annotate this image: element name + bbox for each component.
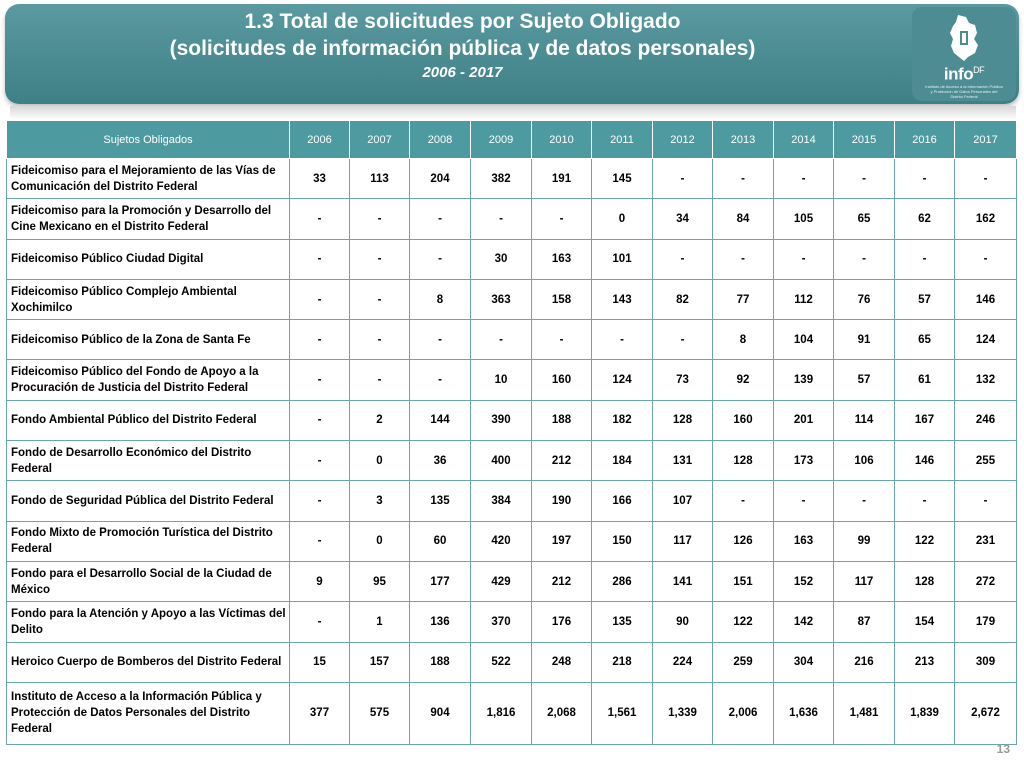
value-cell: 152: [774, 561, 834, 601]
value-cell: 113: [350, 159, 410, 199]
value-cell: 101: [592, 239, 653, 279]
subject-name-cell: Fideicomiso para el Mejoramiento de las Vías de Comunicación del Distrito Federal: [7, 159, 290, 199]
value-cell: -: [955, 481, 1017, 521]
value-cell: 106: [834, 441, 895, 481]
value-cell: 151: [713, 561, 774, 601]
city-map-icon: [944, 13, 984, 63]
value-cell: 304: [774, 642, 834, 682]
value-cell: 522: [471, 642, 532, 682]
subject-name-cell: Fondo Ambiental Público del Distrito Federal: [7, 400, 290, 440]
logo-word: info$^{DF}$: [943, 64, 985, 84]
value-cell: 1,481: [834, 682, 895, 744]
value-cell: 73: [653, 360, 713, 400]
value-cell: 154: [895, 602, 955, 642]
value-cell: 201: [774, 400, 834, 440]
value-cell: 105: [774, 199, 834, 239]
value-cell: 1,839: [895, 682, 955, 744]
table-row: [7, 481, 1017, 521]
value-cell: 65: [834, 199, 895, 239]
value-cell: 400: [471, 441, 532, 481]
value-cell: 213: [895, 642, 955, 682]
value-cell: 259: [713, 642, 774, 682]
value-cell: -: [410, 360, 471, 400]
value-cell: 158: [532, 279, 592, 319]
value-cell: -: [713, 239, 774, 279]
value-cell: 163: [774, 521, 834, 561]
value-cell: 146: [895, 441, 955, 481]
value-cell: 2,672: [955, 682, 1017, 744]
value-cell: 144: [410, 400, 471, 440]
subject-name-cell: Fondo Mixto de Promoción Turística del Distrito Federal: [7, 521, 290, 561]
value-cell: 34: [653, 199, 713, 239]
value-cell: 150: [592, 521, 653, 561]
value-cell: -: [290, 320, 350, 360]
value-cell: 2,068: [532, 682, 592, 744]
value-cell: -: [653, 239, 713, 279]
value-cell: 57: [834, 360, 895, 400]
value-cell: 204: [410, 159, 471, 199]
subject-name-cell: Fideicomiso Público Ciudad Digital: [7, 239, 290, 279]
value-cell: -: [410, 320, 471, 360]
value-cell: 309: [955, 642, 1017, 682]
table-row: [7, 642, 1017, 682]
table-row: [7, 279, 1017, 319]
value-cell: -: [532, 199, 592, 239]
value-cell: 33: [290, 159, 350, 199]
value-cell: 65: [895, 320, 955, 360]
value-cell: 190: [532, 481, 592, 521]
requests-table: [6, 120, 1017, 745]
value-cell: 160: [532, 360, 592, 400]
page-number: 13: [996, 742, 1010, 756]
value-cell: -: [955, 159, 1017, 199]
page-subtitle: (solicitudes de información pública y de datos personales): [169, 37, 756, 60]
column-header-year: 2012: [653, 121, 713, 159]
value-cell: 1,339: [653, 682, 713, 744]
value-cell: 248: [532, 642, 592, 682]
value-cell: 246: [955, 400, 1017, 440]
value-cell: 131: [653, 441, 713, 481]
value-cell: 0: [350, 521, 410, 561]
value-cell: -: [774, 239, 834, 279]
value-cell: 112: [774, 279, 834, 319]
subject-name-cell: Fideicomiso Público Complejo Ambiental Xochimilco: [7, 279, 290, 319]
value-cell: 132: [955, 360, 1017, 400]
value-cell: 143: [592, 279, 653, 319]
value-cell: 176: [532, 602, 592, 642]
subject-name-cell: Heroico Cuerpo de Bomberos del Distrito Federal: [7, 642, 290, 682]
table-row: [7, 400, 1017, 440]
subject-name-cell: Fondo de Desarrollo Económico del Distrito Federal: [7, 441, 290, 481]
column-header-year: 2009: [471, 121, 532, 159]
value-cell: 90: [653, 602, 713, 642]
column-header-year: 2016: [895, 121, 955, 159]
value-cell: 157: [350, 642, 410, 682]
value-cell: -: [290, 239, 350, 279]
value-cell: 218: [592, 642, 653, 682]
value-cell: -: [290, 521, 350, 561]
title-banner: [5, 4, 1019, 104]
value-cell: 1,561: [592, 682, 653, 744]
value-cell: 384: [471, 481, 532, 521]
subject-name-cell: Fondo para la Atención y Apoyo a las Víctimas del Delito: [7, 602, 290, 642]
value-cell: -: [350, 320, 410, 360]
value-cell: 128: [653, 400, 713, 440]
value-cell: -: [834, 239, 895, 279]
value-cell: -: [290, 400, 350, 440]
value-cell: -: [532, 320, 592, 360]
subject-name-cell: Fideicomiso Público de la Zona de Santa Fe: [7, 320, 290, 360]
table-row: [7, 441, 1017, 481]
value-cell: 122: [895, 521, 955, 561]
table-row: [7, 199, 1017, 239]
value-cell: 166: [592, 481, 653, 521]
subject-name-cell: Fideicomiso Público del Fondo de Apoyo a la Procuración de Justicia del Distrito Federal: [7, 360, 290, 400]
logo-subtitle: Instituto de Acceso a la Información Pública y Protección de Datos Personales del Distrito Federal: [925, 83, 1003, 99]
table-row: [7, 682, 1017, 744]
value-cell: 146: [955, 279, 1017, 319]
value-cell: 8: [410, 279, 471, 319]
value-cell: 255: [955, 441, 1017, 481]
banner-shadow: [10, 106, 1016, 120]
value-cell: 30: [471, 239, 532, 279]
value-cell: 92: [713, 360, 774, 400]
value-cell: 163: [532, 239, 592, 279]
value-cell: -: [834, 481, 895, 521]
value-cell: 60: [410, 521, 471, 561]
value-cell: 191: [532, 159, 592, 199]
value-cell: 2,006: [713, 682, 774, 744]
value-cell: 1: [350, 602, 410, 642]
value-cell: -: [955, 239, 1017, 279]
value-cell: 10: [471, 360, 532, 400]
value-cell: 82: [653, 279, 713, 319]
value-cell: 104: [774, 320, 834, 360]
subject-name-cell: Fideicomiso para la Promoción y Desarrollo del Cine Mexicano en el Distrito Federal: [7, 199, 290, 239]
value-cell: 3: [350, 481, 410, 521]
table-body: [7, 159, 1017, 745]
column-header-year: 2013: [713, 121, 774, 159]
value-cell: 162: [955, 199, 1017, 239]
column-header-year: 2007: [350, 121, 410, 159]
value-cell: 36: [410, 441, 471, 481]
value-cell: 61: [895, 360, 955, 400]
value-cell: -: [895, 159, 955, 199]
value-cell: 0: [350, 441, 410, 481]
value-cell: 76: [834, 279, 895, 319]
value-cell: 182: [592, 400, 653, 440]
value-cell: -: [471, 199, 532, 239]
value-cell: 167: [895, 400, 955, 440]
value-cell: 197: [532, 521, 592, 561]
column-header-year: 2006: [290, 121, 350, 159]
value-cell: -: [350, 279, 410, 319]
value-cell: 99: [834, 521, 895, 561]
table-row: [7, 239, 1017, 279]
value-cell: -: [290, 602, 350, 642]
value-cell: 231: [955, 521, 1017, 561]
value-cell: 370: [471, 602, 532, 642]
value-cell: 117: [834, 561, 895, 601]
value-cell: -: [653, 159, 713, 199]
value-cell: 224: [653, 642, 713, 682]
value-cell: -: [713, 481, 774, 521]
value-cell: 62: [895, 199, 955, 239]
column-header-year: 2011: [592, 121, 653, 159]
table-row: [7, 561, 1017, 601]
title-block: [5, 8, 920, 84]
value-cell: -: [290, 199, 350, 239]
page-title: 1.3 Total de solicitudes por Sujeto Obligado: [244, 10, 681, 33]
value-cell: 91: [834, 320, 895, 360]
value-cell: -: [774, 481, 834, 521]
value-cell: 15: [290, 642, 350, 682]
column-header-year: 2015: [834, 121, 895, 159]
value-cell: -: [290, 360, 350, 400]
subject-name-cell: Fondo para el Desarrollo Social de la Ciudad de México: [7, 561, 290, 601]
column-header-year: 2014: [774, 121, 834, 159]
column-header-year: 2010: [532, 121, 592, 159]
value-cell: 184: [592, 441, 653, 481]
value-cell: 2: [350, 400, 410, 440]
value-cell: -: [350, 360, 410, 400]
value-cell: 107: [653, 481, 713, 521]
value-cell: 136: [410, 602, 471, 642]
value-cell: -: [290, 441, 350, 481]
value-cell: 142: [774, 602, 834, 642]
table-row: [7, 521, 1017, 561]
value-cell: 0: [592, 199, 653, 239]
value-cell: 377: [290, 682, 350, 744]
table-row: [7, 602, 1017, 642]
value-cell: 128: [713, 441, 774, 481]
value-cell: 135: [410, 481, 471, 521]
value-cell: 128: [895, 561, 955, 601]
value-cell: -: [713, 159, 774, 199]
value-cell: 84: [713, 199, 774, 239]
value-cell: 1,816: [471, 682, 532, 744]
value-cell: -: [350, 239, 410, 279]
value-cell: 420: [471, 521, 532, 561]
table-row: [7, 159, 1017, 199]
value-cell: -: [290, 279, 350, 319]
value-cell: 216: [834, 642, 895, 682]
value-cell: 429: [471, 561, 532, 601]
value-cell: 124: [955, 320, 1017, 360]
value-cell: 904: [410, 682, 471, 744]
value-cell: 122: [713, 602, 774, 642]
value-cell: 575: [350, 682, 410, 744]
value-cell: 135: [592, 602, 653, 642]
column-header-year: 2008: [410, 121, 471, 159]
value-cell: -: [895, 239, 955, 279]
value-cell: -: [290, 481, 350, 521]
subject-name-cell: Instituto de Acceso a la Información Pública y Protección de Datos Personales del Distrito Federal: [7, 682, 290, 744]
value-cell: 141: [653, 561, 713, 601]
value-cell: -: [774, 159, 834, 199]
infodf-logo: [912, 7, 1016, 101]
value-cell: 179: [955, 602, 1017, 642]
value-cell: -: [834, 159, 895, 199]
value-cell: 139: [774, 360, 834, 400]
value-cell: -: [410, 199, 471, 239]
value-cell: 188: [410, 642, 471, 682]
column-header-year: 2017: [955, 121, 1017, 159]
value-cell: 77: [713, 279, 774, 319]
column-header-subject: Sujetos Obligados: [7, 121, 290, 159]
value-cell: 212: [532, 561, 592, 601]
value-cell: -: [653, 320, 713, 360]
value-cell: -: [895, 481, 955, 521]
table-row: [7, 360, 1017, 400]
value-cell: 145: [592, 159, 653, 199]
table-row: [7, 320, 1017, 360]
value-cell: 95: [350, 561, 410, 601]
value-cell: 160: [713, 400, 774, 440]
value-cell: 390: [471, 400, 532, 440]
value-cell: 124: [592, 360, 653, 400]
value-cell: 8: [713, 320, 774, 360]
value-cell: 117: [653, 521, 713, 561]
subject-name-cell: Fondo de Seguridad Pública del Distrito Federal: [7, 481, 290, 521]
value-cell: 87: [834, 602, 895, 642]
value-cell: -: [471, 320, 532, 360]
value-cell: 177: [410, 561, 471, 601]
value-cell: 126: [713, 521, 774, 561]
year-range: 2006 - 2017: [422, 64, 503, 81]
value-cell: 286: [592, 561, 653, 601]
value-cell: -: [350, 199, 410, 239]
value-cell: -: [592, 320, 653, 360]
value-cell: 363: [471, 279, 532, 319]
value-cell: 212: [532, 441, 592, 481]
value-cell: -: [410, 239, 471, 279]
value-cell: 382: [471, 159, 532, 199]
value-cell: 1,636: [774, 682, 834, 744]
value-cell: 114: [834, 400, 895, 440]
value-cell: 188: [532, 400, 592, 440]
table-header-row: [7, 121, 1017, 159]
value-cell: 9: [290, 561, 350, 601]
value-cell: 272: [955, 561, 1017, 601]
value-cell: 57: [895, 279, 955, 319]
value-cell: 173: [774, 441, 834, 481]
